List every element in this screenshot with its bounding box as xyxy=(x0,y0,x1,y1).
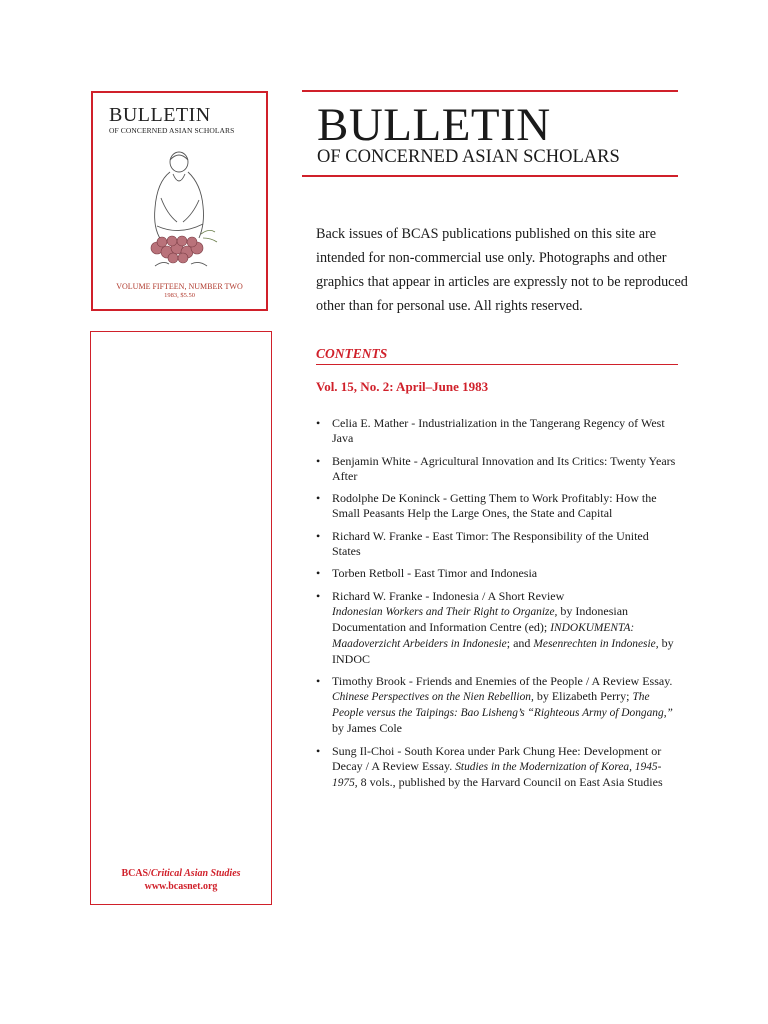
item-text: Richard W. Franke - East Timor: The Responsibility of the United States xyxy=(332,528,649,558)
item-reviewed-title: Chinese Perspectives on the Nien Rebellion, xyxy=(332,691,534,703)
item-reviewed-title: The People versus the Taipings: Bao Lisheng’s “Righteous Army of Dongang,” xyxy=(332,691,673,719)
item-reviewed-title: Indonesian Workers and Their Right to Organize, xyxy=(332,605,558,618)
item-text: Torben Retboll - East Timor and Indonesia xyxy=(332,566,538,580)
item-text: by INDOC xyxy=(332,635,674,666)
list-item[interactable] xyxy=(316,454,680,484)
sidebar-box xyxy=(90,331,272,905)
masthead-top-rule xyxy=(302,90,678,92)
list-item[interactable] xyxy=(316,674,680,736)
bullet-icon: • xyxy=(316,566,321,580)
bullet-icon: • xyxy=(316,674,321,688)
contents-heading: CONTENTS xyxy=(316,346,388,361)
cover-title: BULLETIN xyxy=(109,104,211,126)
item-text: by Elizabeth Perry; xyxy=(533,689,633,703)
contents-list xyxy=(316,416,680,798)
item-text: 8 vols., published by the Harvard Council on East Asia Studies xyxy=(357,774,663,789)
sidebar-url[interactable]: www.bcasnet.org xyxy=(144,881,218,892)
bullet-icon: • xyxy=(316,743,321,758)
masthead-bottom-rule xyxy=(302,175,678,177)
item-text: Sung Il-Choi - South Korea under Park Chung Hee: Development or Decay / A Review Essay. xyxy=(332,743,662,773)
cover-image xyxy=(91,91,268,311)
item-text: Benjamin White - Agricultural Innovation and Its Critics: Twenty Years After xyxy=(332,453,676,483)
cover-volume: VOLUME FIFTEEN, NUMBER TWO xyxy=(116,282,243,291)
list-item[interactable] xyxy=(316,566,680,581)
item-text: Timothy Brook - Friends and Enemies of the People / A Review Essay. xyxy=(332,674,673,688)
list-item[interactable] xyxy=(316,416,680,446)
list-item[interactable] xyxy=(316,491,680,521)
bullet-icon: • xyxy=(316,491,321,505)
bullet-icon: • xyxy=(316,528,321,543)
list-item[interactable] xyxy=(316,744,680,791)
item-reviewed-title: Studies in the Modernization of Korea, 1945-1975, xyxy=(332,760,662,789)
sidebar-brand xyxy=(91,868,271,879)
sidebar-brand-italic: Critical Asian Studies xyxy=(150,868,241,879)
cover-subtitle: OF CONCERNED ASIAN SCHOLARS xyxy=(109,126,235,135)
list-item[interactable] xyxy=(316,589,680,667)
item-text: by James Cole xyxy=(332,721,402,735)
item-text: by Indonesian Documentation and Information Centre (ed); xyxy=(332,603,629,634)
bullet-icon: • xyxy=(316,588,321,603)
bullet-icon: • xyxy=(316,416,321,430)
item-text: Richard W. Franke - Indonesia / A Short Review xyxy=(332,588,565,603)
sidebar-brand-prefix: BCAS/ xyxy=(121,868,151,879)
item-text: Celia E. Mather - Industrialization in the Tangerang Regency of West Java xyxy=(332,416,665,445)
usage-notice: Back issues of BCAS publications published on this site are intended for non-commercial use only. Photographs and other graphics that appear in articles are expressly not to be reproduced other than for personal use. All rights reserved. xyxy=(316,226,688,314)
issue-volume: Vol. 15, No. 2: April–June 1983 xyxy=(316,379,489,394)
cover-illustration xyxy=(143,148,219,276)
masthead-title: BULLETIN xyxy=(317,99,551,151)
list-item[interactable] xyxy=(316,529,680,559)
item-text: Rodolphe De Koninck - Getting Them to Work Profitably: How the Small Peasants Help the Large Ones, the State and Capital xyxy=(332,491,657,520)
item-reviewed-title: Mesenrechten in Indonesie, xyxy=(533,637,659,650)
item-reviewed-title: INDOKUMENTA: Maadoverzicht Arbeiders in Indonesie xyxy=(332,621,635,650)
cover-date-price: 1983, $5.50 xyxy=(164,292,195,299)
masthead-subtitle: OF CONCERNED ASIAN SCHOLARS xyxy=(317,147,620,167)
bullet-icon: • xyxy=(316,453,321,468)
item-text: ; and xyxy=(506,635,534,650)
contents-rule xyxy=(316,364,678,365)
